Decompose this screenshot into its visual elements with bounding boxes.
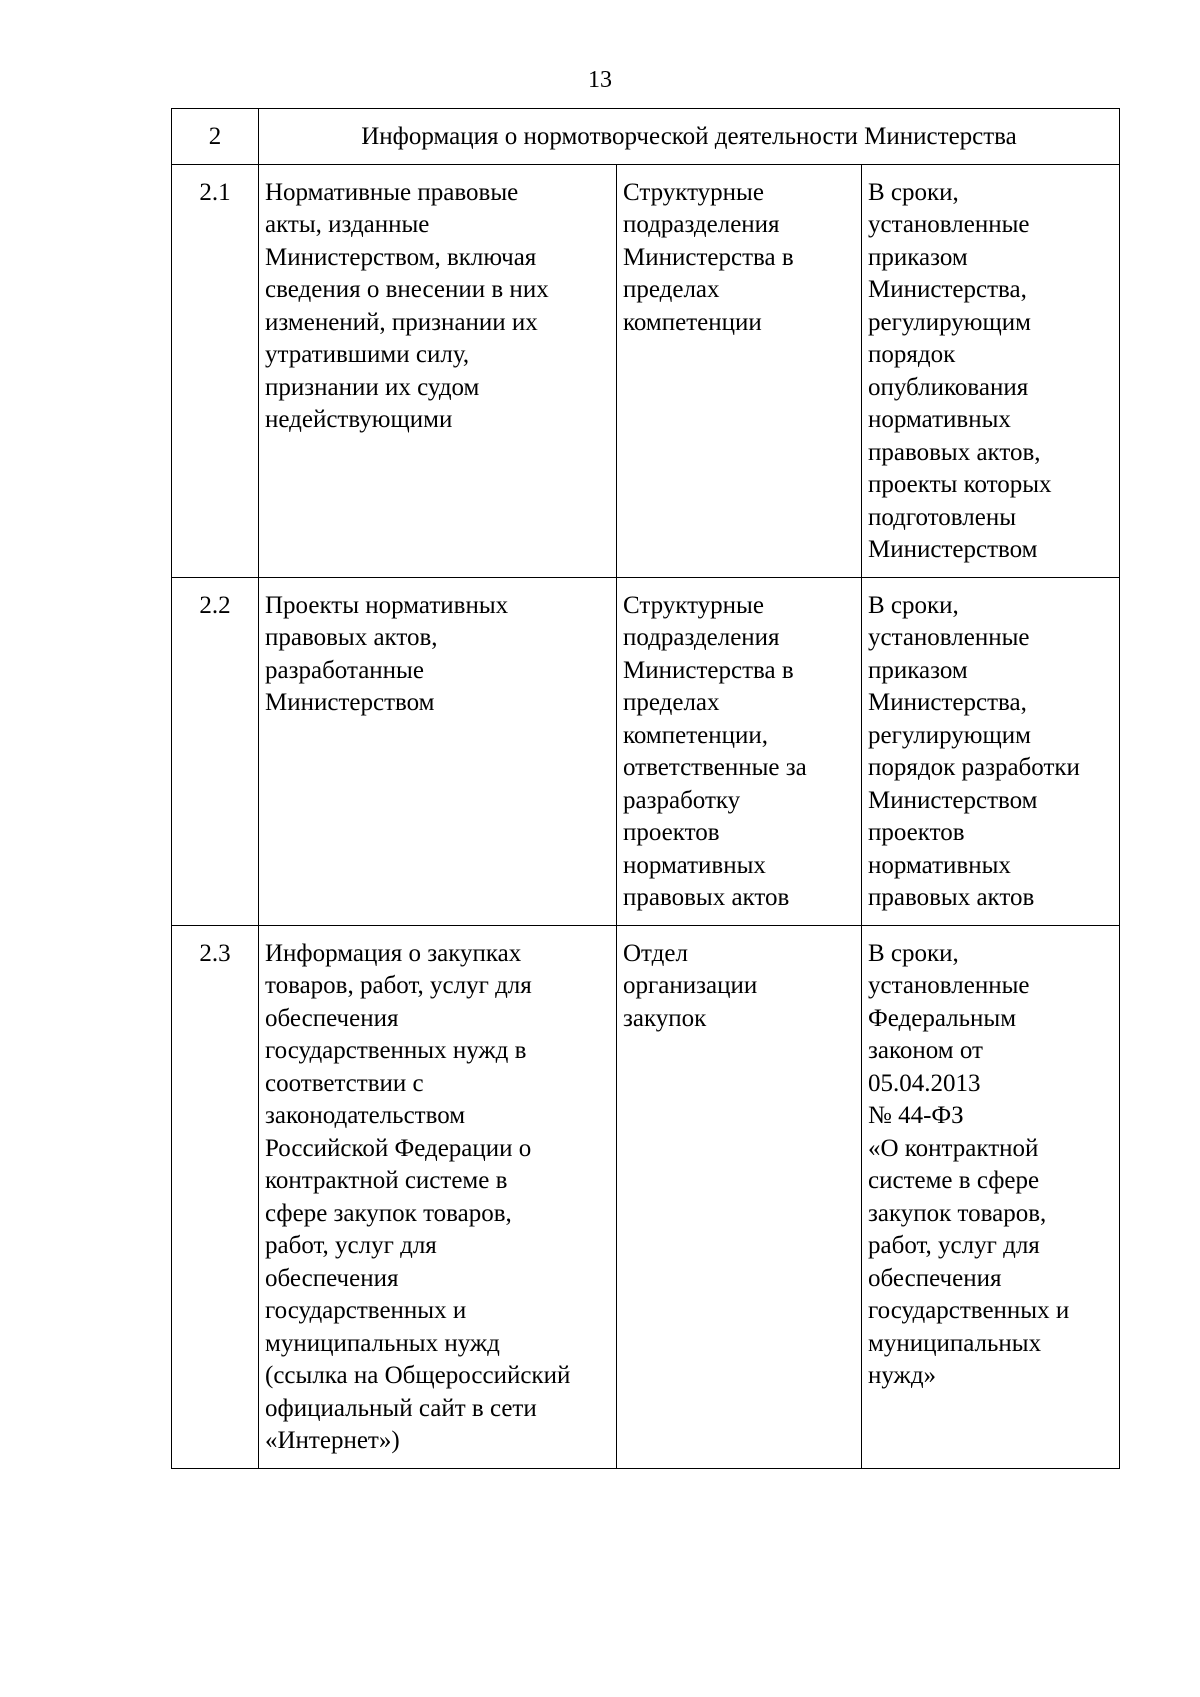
- responsible-cell: Структурные подразделения Министерства в пределах компетенции: [617, 164, 862, 577]
- table-row: [172, 164, 1120, 577]
- row-number: 2.2: [172, 577, 259, 925]
- row-number: 2.1: [172, 164, 259, 577]
- information-table: [171, 108, 1120, 1469]
- info-cell: Нормативные правовые акты, изданные Министерством, включая сведения о внесении в них изменений, признании их утратившими силу, признании их судом недействующими: [259, 164, 617, 577]
- deadline-cell: В сроки, установленные приказом Министерства, регулирующим порядок опубликования нормативных правовых актов, проекты которых подготовлены Министерством: [862, 164, 1120, 577]
- deadline-cell: В сроки, установленные приказом Министерства, регулирующим порядок разработки Министерством проектов нормативных правовых актов: [862, 577, 1120, 925]
- page-number: 13: [588, 67, 612, 93]
- row-number: 2.3: [172, 925, 259, 1468]
- table-row: [172, 577, 1120, 925]
- section-header-row: [172, 109, 1120, 165]
- info-cell: Информация о закупках товаров, работ, услуг для обеспечения государственных нужд в соответствии с законодательством Российской Федерации о контрактной системе в сфере закупок товаров, работ, услуг для обеспечения государственных и муниципальных нужд (ссылка на Общероссийский официальный сайт в сети «Интернет»): [259, 925, 617, 1468]
- deadline-cell: В сроки, установленные Федеральным законом от 05.04.2013 № 44-ФЗ «О контрактной системе в сфере закупок товаров, работ, услуг для обеспечения государственных и муниципальных нужд»: [862, 925, 1120, 1468]
- info-cell: Проекты нормативных правовых актов, разработанные Министерством: [259, 577, 617, 925]
- responsible-cell: Структурные подразделения Министерства в пределах компетенции, ответственные за разработку проектов нормативных правовых актов: [617, 577, 862, 925]
- section-number: 2: [172, 109, 259, 165]
- section-title: Информация о нормотворческой деятельности Министерства: [259, 109, 1120, 165]
- responsible-cell: Отдел организации закупок: [617, 925, 862, 1468]
- table-row: [172, 925, 1120, 1468]
